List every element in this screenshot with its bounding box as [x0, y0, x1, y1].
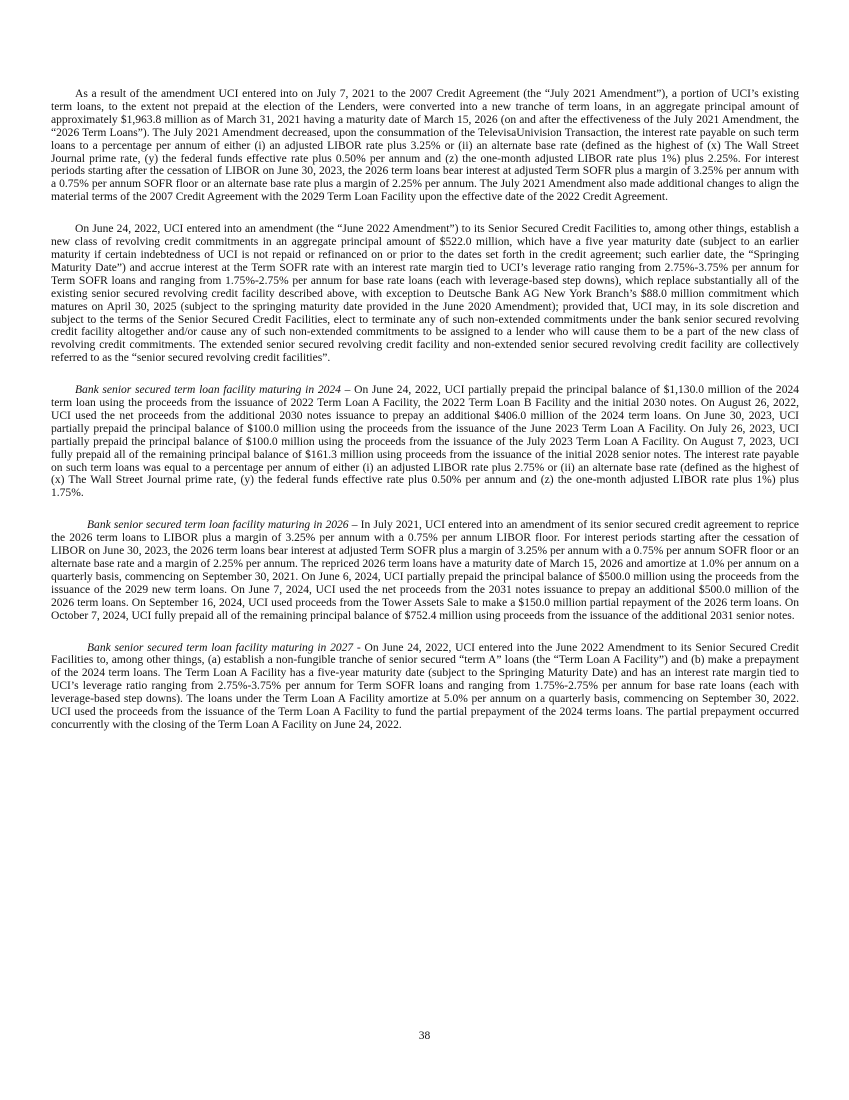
section-heading: Bank senior secured term loan facility maturing in 2024 [75, 384, 341, 397]
section-heading: Bank senior secured term loan facility maturing in 2027 [87, 641, 354, 654]
paragraph-text: – On June 24, 2022, UCI partially prepaid the principal balance of $1,130.0 million of the 2024 term loan using the proceeds from the issuance of 2022 Term Loan A Facility, the 2022 Term Loan B Facility and the initial 2030 notes. On August 26, 2022, UCI used the net proceeds from the additional 2030 notes issuance to prepay an additional $406.0 million of the 2024 term loans. On June 30, 2023, UCI partially prepaid the principal balance of $100.0 million using the proceeds from the issuance of the June 2023 Term Loan A Facility. On July 26, 2023, UCI partially prepaid the principal balance of $100.0 million using the proceeds from the issuance of the July 2023 Term Loan A Facility. On August 7, 2023, UCI fully prepaid all of the remaining principal balance of $161.3 million using proceeds from the issuance of the initial 2028 senior notes. The interest rate payable on such term loans was equal to a percentage per annum of either (i) an adjusted LIBOR rate plus 2.75% or (ii) an alternate base rate (defined as the highest of (x) The Wall Street Journal prime rate, (y) the federal funds effective rate plus 0.50% per annum and (z) the one-month adjusted LIBOR rate plus 1%) plus 1.75%. [51, 384, 800, 500]
paragraph-term-loan-2026 [51, 519, 799, 622]
paragraph-june-2022-amendment [51, 223, 799, 365]
paragraph-july-2021-amendment [51, 88, 799, 204]
paragraph-text: As a result of the amendment UCI entered into on July 7, 2021 to the 2007 Credit Agreement (the “July 2021 Amendment”), a portion of UCI’s existing term loans, to the extent not prepaid at the election of the Lenders, were converted into a new tranche of term loans, in an aggregate principal amount of approximately $1,963.8 million as of March 31, 2021 having a maturity date of March 15, 2026 (on and after the effectiveness of the July 2021 Amendment, the “2026 Term Loans”). The July 2021 Amendment decreased, upon the consummation of the TelevisaUnivision Transaction, the interest rate payable on such term loans to a percentage per annum of either (i) an adjusted LIBOR rate plus 3.25% or (ii) an alternate base rate (defined as the highest of (x) The Wall Street Journal prime rate, (y) the federal funds effective rate plus 0.50% per annum and (z) the one-month adjusted LIBOR rate plus 1%) plus 2.25%. For interest periods starting after the cessation of LIBOR on June 30, 2023, the 2026 term loans bear interest at adjusted Term SOFR plus a margin of 3.25% per annum with a 0.75% per annum SOFR floor or an alternate base rate plus a margin of 2.25% per annum. The July 2021 Amendment also made additional changes to align the material terms of the 2007 Credit Agreement with the 2029 Term Loan Facility upon the effective date of the 2022 Credit Agreement. [51, 88, 799, 204]
paragraph-term-loan-2024 [51, 384, 799, 500]
paragraph-term-loan-2027 [51, 642, 799, 732]
document-body [51, 88, 799, 751]
paragraph-text: – In July 2021, UCI entered into an amendment of its senior secured credit agreement to reprice the 2026 term loans to LIBOR plus a margin of 3.25% per annum with a 0.75% per annum LIBOR floor. For interest periods starting after the cessation of LIBOR on June 30, 2023, the 2026 term loans bear interest at adjusted Term SOFR plus a margin of 3.25% per annum with a 0.75% per annum SOFR floor or an alternate base rate and a margin of 2.25% per annum. The repriced 2026 term loans have a maturity date of March 15, 2026 and amortize at 1.0% per annum on a quarterly basis, commencing on September 30, 2021. On June 6, 2024, UCI partially prepaid the principal balance of $500.0 million using the proceeds from the issuance of the 2029 new term loans. On June 7, 2024, UCI used the net proceeds from the 2031 notes issuance to prepay an additional $500.0 million of the 2026 term loans. On September 16, 2024, UCI used proceeds from the Tower Assets Sale to make a $150.0 million partial repayment of the 2026 term loans. On October 7, 2024, UCI fully prepaid all of the remaining principal balance of $752.4 million using proceeds from the issuance of the additional 2031 senior notes. [51, 519, 799, 622]
paragraph-text: - On June 24, 2022, UCI entered into the June 2022 Amendment to its Senior Secured Credit Facilities to, among other things, (a) establish a non-fungible tranche of senior secured “term A” loans (the “Term Loan A Facility”) and (b) make a prepayment of the 2024 term loans. The Term Loan A Facility has a five-year maturity date (subject to the Springing Maturity Date) and has an interest rate margin tied to UCI’s leverage ratio ranging from 2.75%-3.75% per annum for Term SOFR loans and ranging from 1.75%-2.75% per annum for base rate loans (each with leverage-based step downs). The loans under the Term Loan A Facility amortize at 5.0% per annum on a quarterly basis, commencing on September 30, 2022. UCI used the proceeds from the issuance of the Term Loan A Facility to fund the partial prepayment of the 2024 terms loans. The partial prepayment occurred concurrently with the closing of the Term Loan A Facility on June 24, 2022. [51, 641, 799, 731]
paragraph-text: On June 24, 2022, UCI entered into an amendment (the “June 2022 Amendment”) to its Senior Secured Credit Facilities to, among other things, establish a new class of revolving credit commitments in an aggregate principal amount of $522.0 million, which have a five year maturity date (subject to an earlier maturity if certain indebtedness of UCI is not repaid or refinanced on or prior to the dates set forth in the credit agreement; such earlier date, the “Springing Maturity Date”) and accrue interest at the Term SOFR rate with an interest rate margin tied to UCI’s leverage ratio ranging from 2.75%-3.75% per annum for Term SOFR loans and ranging from 1.75%-2.75% per annum for base rate loans (each with leverage-based step downs), which replace substantially all of the existing senior secured revolving credit facility described above, with exception to Deutsche Bank AG New York Branch’s $88.0 million commitment which matures on April 30, 2025 (subject to the springing maturity date provided in the June 2020 Amendment); provided that, UCI may, in its sole discretion and subject to the terms of the Senior Secured Credit Facilities, elect to terminate any of such non-extended commitments under the bank senior secured revolving credit facility altogether and/or cause any of such non-extended commitments to be assigned to a lender who will cause them to be a part of the new class of revolving credit commitments. The extended senior secured revolving credit facility and non-extended senior secured revolving credit facility are collectively referred to as the “senior secured revolving credit facilities”. [51, 223, 799, 365]
section-heading: Bank senior secured term loan facility maturing in 2026 [87, 519, 349, 532]
page-number: 38 [418, 1030, 431, 1042]
